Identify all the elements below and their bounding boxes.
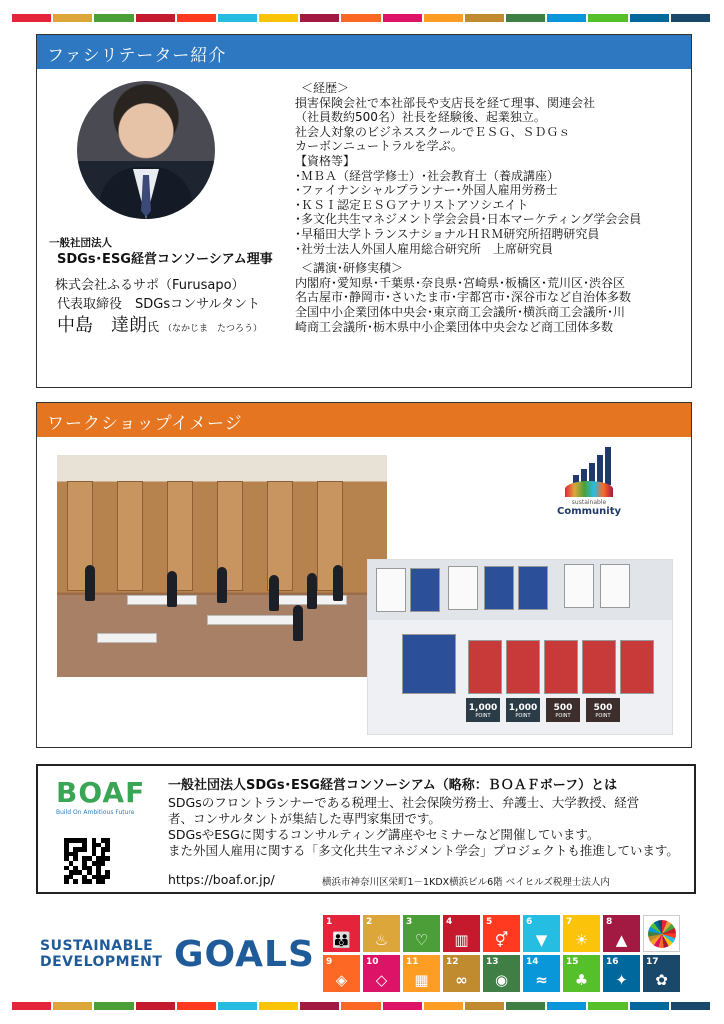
qual-line: ･ファイナンシャルプランナー･外国人雇用労務士 xyxy=(295,183,558,198)
stripe-segment xyxy=(94,1002,133,1010)
stripe-segment xyxy=(136,14,175,22)
fish-icon: 14 ≈ xyxy=(523,955,560,992)
honorific: 氏 xyxy=(147,320,160,334)
facilitator-section xyxy=(36,34,692,388)
stripe-segment xyxy=(465,14,504,22)
point-chip: 500 POINT xyxy=(586,698,620,722)
stripe-segment xyxy=(506,14,545,22)
workshop-header: ワークショップイメージ xyxy=(37,403,691,437)
stripe-segment xyxy=(547,1002,586,1010)
role-title: 代表取締役 SDGsコンサルタント xyxy=(57,297,260,312)
card-game-photo xyxy=(367,559,673,735)
bowl-icon: 2 ♨ xyxy=(363,915,400,952)
stripe-segment xyxy=(424,14,463,22)
flower-icon: 17 ✿ xyxy=(643,955,680,992)
facilitator-name: 中島 達朗 xyxy=(57,315,147,336)
bottom-color-stripe xyxy=(12,1002,712,1010)
point-chip: 500 POINT xyxy=(546,698,580,722)
infinity-icon: 12 ∞ xyxy=(443,955,480,992)
tree-icon: 15 ♣ xyxy=(563,955,600,992)
facilitator-name-line xyxy=(57,311,262,337)
stripe-segment xyxy=(53,14,92,22)
sdgs-logo-line1: SUSTAINABLE xyxy=(40,938,154,954)
stripe-segment xyxy=(177,1002,216,1010)
stripe-segment xyxy=(259,1002,298,1010)
growth-chart-icon: 8 ▲ xyxy=(603,915,640,952)
career-line: カーボンニュートラルを学ぶ。 xyxy=(295,139,463,154)
stripe-segment xyxy=(630,14,669,22)
stripe-segment xyxy=(547,14,586,22)
stripe-segment xyxy=(259,14,298,22)
talk-line: 内閣府･愛知県･千葉県･奈良県･宮崎県･板橋区･荒川区･渋谷区 xyxy=(295,275,626,290)
quals-heading: 【資格等】 xyxy=(295,153,356,168)
stripe-segment xyxy=(588,14,627,22)
qr-code-icon[interactable] xyxy=(64,838,110,884)
stripe-segment xyxy=(630,1002,669,1010)
qual-line: ･早稲田大学トランスナショナルＨＲＭ研究所招聘研究員 xyxy=(295,226,600,241)
stripe-segment xyxy=(506,1002,545,1010)
career-line: 損害保険会社で本社部長や支店長を経て理事、関連会社 xyxy=(295,95,596,110)
stripe-segment xyxy=(383,1002,422,1010)
boaf-url-link[interactable]: https://boaf.or.jp/ xyxy=(168,872,275,887)
career-line: 社会人対象のビジネススクールでＥＳＧ、ＳＤＧｓ xyxy=(295,124,571,139)
stripe-segment xyxy=(300,1002,339,1010)
stripe-segment xyxy=(94,14,133,22)
talk-line: 崎商工会議所･栃木県中小企業団体中央会など商工団体多数 xyxy=(295,319,614,334)
stripe-segment xyxy=(218,1002,257,1010)
point-chip: 1,000 POINT xyxy=(506,698,540,722)
qual-line: ･ＫＳＩ認定ＥＳＧアナリストアソシエイト xyxy=(295,197,529,212)
qual-line: ･社労士法人外国人雇用総合研究所 上席研究員 xyxy=(295,241,554,256)
stripe-segment xyxy=(588,1002,627,1010)
name-kana: （なかじま たつろう） xyxy=(163,324,263,334)
heartbeat-icon: 3 ♡ xyxy=(403,915,440,952)
stripe-segment xyxy=(300,14,339,22)
boaf-line: SDGsのフロントランナーである税理士、社会保険労務士、弁護士、大学教授、経営 xyxy=(168,795,640,810)
workshop-hall-photo xyxy=(57,455,387,677)
stripe-segment xyxy=(341,14,380,22)
stripe-segment xyxy=(177,14,216,22)
career-line: （社員数約500名）社長を経験後、起業独立。 xyxy=(295,110,546,125)
org-title: SDGs･ESG経営コンソーシアム理事 xyxy=(57,252,273,267)
facilitator-photo xyxy=(77,81,215,219)
sdgs-logo xyxy=(40,934,315,975)
stripe-segment xyxy=(424,1002,463,1010)
stripe-segment xyxy=(383,14,422,22)
stripe-segment xyxy=(465,1002,504,1010)
talk-line: 名古屋市･静岡市･さいたま市･宇都宮市･深谷市など自治体多数 xyxy=(295,290,632,305)
gender-icon: 5 ⚥ xyxy=(483,915,520,952)
point-chip: 1,000 POINT xyxy=(466,698,500,722)
sdgs-logo-goals: GOALS xyxy=(174,934,315,975)
dove-icon: 16 ✦ xyxy=(603,955,640,992)
company-name: 株式会社ふるサポ（Furusapo） xyxy=(55,278,245,293)
stripe-segment xyxy=(53,1002,92,1010)
qual-line: ･多文化共生マネジメント学会会員･日本マーケティング学会会員 xyxy=(295,212,642,227)
facilitator-header: ファシリテーター紹介 xyxy=(37,35,691,69)
facilitator-bio xyxy=(295,81,679,334)
city-icon: 11 ▦ xyxy=(403,955,440,992)
boaf-info-box xyxy=(36,764,696,894)
sdgs-logo-line2: DEVELOPMENT xyxy=(40,954,163,970)
boaf-line: 者、コンサルタントが集結した専門家集団です。 xyxy=(168,811,441,826)
org-type: 一般社団法人 xyxy=(49,237,112,249)
stripe-segment xyxy=(12,1002,51,1010)
water-drop-icon: 6 ▼ xyxy=(523,915,560,952)
book-icon: 4 ▥ xyxy=(443,915,480,952)
logo-small-text: sustainable xyxy=(571,499,607,506)
equals-icon: 10 ◇ xyxy=(363,955,400,992)
qual-line: ･ＭＢＡ（経営学修士）･社会教育士（養成講座） xyxy=(295,168,560,183)
boaf-description xyxy=(168,778,688,859)
stripe-segment xyxy=(671,1002,710,1010)
talks-heading: ＜講演･研修実積＞ xyxy=(301,261,404,276)
sustainable-community-logo xyxy=(549,453,629,517)
sdg-goal-tiles xyxy=(323,915,680,992)
logo-big-text: Community xyxy=(556,506,621,517)
stripe-segment xyxy=(341,1002,380,1010)
boaf-line: SDGsやESGに関するコンサルティング講座やセミナーなど開催しています。 xyxy=(168,827,600,842)
stripe-segment xyxy=(218,14,257,22)
boaf-address: 横浜市神奈川区栄町1－1KDX横浜ビル6階 ベイヒルズ税理士法人内 xyxy=(322,877,610,888)
sdg-wheel-icon xyxy=(643,915,680,952)
talk-line: 全国中小企業団体中央会･東京商工会議所･横浜商工会議所･川 xyxy=(295,304,626,319)
eye-icon: 13 ◉ xyxy=(483,955,520,992)
stripe-segment xyxy=(12,14,51,22)
boaf-logo: BOAF Build On Ambitious Future xyxy=(56,776,146,816)
sun-icon: 7 ☀ xyxy=(563,915,600,952)
boaf-heading: 一般社団法人SDGs･ESG経営コンソーシアム（略称：ＢＯＡＦボーフ）とは xyxy=(168,778,618,793)
stripe-segment xyxy=(136,1002,175,1010)
top-color-stripe xyxy=(12,14,712,22)
people-icon: 1 👪 xyxy=(323,915,360,952)
cubes-icon: 9 ◈ xyxy=(323,955,360,992)
career-heading: ＜経歴＞ xyxy=(301,81,350,95)
workshop-section xyxy=(36,402,692,748)
stripe-segment xyxy=(671,14,710,22)
boaf-line: また外国人雇用に関する「多文化共生マネジメント学会」プロジェクトも推進しています。 xyxy=(168,843,679,858)
